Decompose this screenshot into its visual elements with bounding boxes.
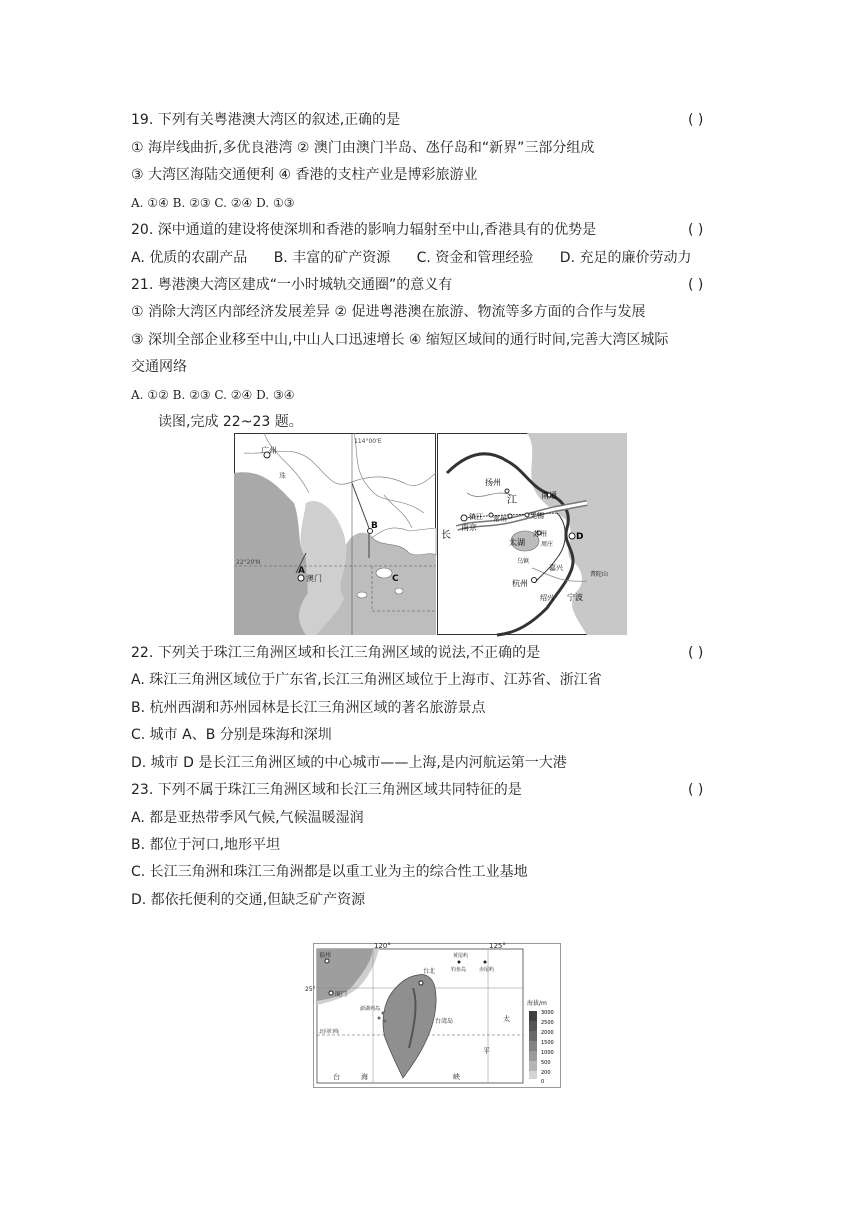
label-taiwan-island: 台湾岛: [435, 1018, 454, 1025]
elevation-legend: [527, 999, 554, 1085]
label-city-c: C: [392, 574, 399, 584]
label-river-jiang: 江: [507, 495, 517, 506]
label-lon-125: 125°: [489, 942, 506, 950]
nanjing-marker: [461, 515, 467, 521]
label-lat-25: 25°: [305, 986, 316, 993]
label-ningbo: 宁波: [567, 593, 583, 602]
label-tropic: 北回归线: [319, 1029, 340, 1035]
legend-3000: 3000: [541, 1010, 554, 1016]
label-yangzhou: 扬州: [485, 478, 501, 487]
yangtze-river-delta-map: [437, 433, 627, 635]
q22-option-b: B. 杭州西湖和苏州园林是长江三角洲区域的著名旅游景点: [131, 700, 486, 716]
q23-option-b: B. 都位于河口,地形平坦: [131, 837, 280, 853]
q22-stem: 22. 下列关于珠江三角洲区域和长江三角洲区域的说法,不正确的是: [131, 645, 541, 661]
label-fuzhou: 福州: [319, 952, 332, 959]
q23-option-d: D. 都依托便利的交通,但缺乏矿产资源: [131, 892, 366, 908]
q21-statements-1: ① 消除大湾区内部经济发展差异 ② 促进粤港澳在旅游、物流等多方面的合作与发展: [131, 304, 646, 320]
q20-stem: 20. 深中通道的建设将使深圳和香港的影响力辐射至中山,香港具有的优势是: [131, 222, 597, 238]
q21-stem: 21. 粤港澳大湾区建成“一小时城轨交通圈”的意义有: [131, 277, 453, 293]
latitude-label: 22°20'N: [236, 559, 261, 566]
q19-statements-1: ① 海岸线曲折,多优良港湾 ② 澳门由澳门半岛、氹仔岛和“新界”三部分组成: [131, 140, 595, 156]
label-river-chang: 长: [441, 530, 451, 541]
q22-option-c: C. 城市 A、B 分别是珠海和深圳: [131, 727, 332, 743]
pearl-river-delta-map: [234, 433, 436, 635]
legend-500: 500: [541, 1060, 551, 1066]
q20-option-d: D. 充足的廉价劳动力: [559, 250, 692, 266]
label-zhouzhuang: 周庄: [541, 541, 554, 548]
legend-2000: 2000: [541, 1030, 554, 1036]
label-lon-120: 120°: [374, 942, 391, 950]
q23-option-c: C. 长江三角洲和珠江三角洲都是以重工业为主的综合性工业基地: [131, 864, 528, 880]
label-sea-hai: 海: [361, 1073, 368, 1081]
q20-option-a: A. 优质的农副产品: [131, 250, 248, 266]
q20-answer-blank: ( ): [688, 222, 704, 238]
q21-statements-2: ③ 深圳全部企业移至中山,中山人口迅速增长 ④ 缩短区域间的通行时间,完善大湾区城际: [131, 332, 669, 348]
label-taihu: 太湖: [509, 538, 525, 547]
q21-statements-3: 交通网络: [131, 359, 187, 375]
label-diaoyu: 钓鱼岛: [451, 967, 467, 973]
q22-answer-blank: ( ): [688, 645, 704, 661]
q21-answer-blank: ( ): [688, 277, 704, 293]
label-city-b: B: [371, 521, 378, 531]
label-sea-xia: 峡: [453, 1073, 460, 1081]
label-changzhou: 常州: [493, 515, 507, 523]
q19-stem: 19. 下列有关粤港澳大湾区的叙述,正确的是: [131, 112, 401, 128]
label-zhenjiang: 镇江: [469, 513, 483, 521]
label-sea-tai: 台: [333, 1073, 340, 1081]
label-shaoxing: 绍兴: [540, 594, 554, 602]
label-suzhou: 苏州: [533, 530, 547, 538]
label-huangwei: 黄尾屿: [453, 953, 469, 959]
q19-answer-blank: ( ): [688, 112, 704, 128]
q23-option-a: A. 都是亚热带季风气候,气候温暖湿润: [131, 810, 364, 826]
label-xiamen: 厦门: [335, 991, 348, 998]
label-taibei: 台北: [423, 968, 436, 975]
label-penghu: 澎湖列岛: [360, 1006, 381, 1012]
label-nantong: 南通: [541, 491, 557, 500]
q20-options: [131, 248, 691, 268]
legend-title: 海拔/m: [527, 1000, 547, 1007]
q20-option-b: B. 丰富的矿产资源: [273, 250, 391, 266]
label-ocean-ping: 平: [483, 1047, 490, 1055]
legend-2500: 2500: [541, 1020, 554, 1026]
legend-1500: 1500: [541, 1040, 554, 1046]
q22-option-a: A. 珠江三角洲区域位于广东省,长江三角洲区域位于上海市、江苏省、浙江省: [131, 672, 602, 688]
label-city-d: D: [576, 532, 584, 542]
longitude-label: 114°00'E: [354, 438, 382, 445]
q19-options: A. ①④ B. ②③ C. ②④ D. ①③: [131, 196, 295, 210]
label-jiaxing: 嘉兴: [549, 564, 563, 572]
label-macau: 澳门: [306, 574, 322, 583]
label-wuxi: 无锡: [530, 512, 544, 520]
q22-option-d: D. 城市 D 是长江三角洲区域的中心城市——上海,是内河航运第一大港: [131, 755, 567, 771]
q19-statements-2: ③ 大湾区海陆交通便利 ④ 香港的支柱产业是博彩旅游业: [131, 167, 478, 183]
label-hangzhou: 杭州: [512, 579, 528, 588]
label-city-a: A: [298, 566, 305, 576]
map-intro: 读图,完成 22~23 题。: [158, 414, 303, 430]
legend-0: 0: [541, 1079, 545, 1085]
city-d-marker: [569, 533, 575, 539]
label-ocean-tai: 太: [503, 1015, 510, 1023]
q20-option-c: C. 资金和管理经验: [416, 250, 534, 266]
q21-options: A. ①② B. ②③ C. ②④ D. ③④: [131, 388, 295, 402]
label-river-zhu: 珠: [279, 472, 286, 480]
q23-stem: 23. 下列不属于珠江三角洲区域和长江三角洲区域共同特征的是: [131, 782, 522, 798]
label-wuzhen: 乌镇: [517, 558, 530, 565]
q23-answer-blank: ( ): [688, 782, 704, 798]
label-chiwei: 赤尾屿: [479, 967, 495, 973]
taiwan-map: [305, 942, 561, 1088]
label-guangzhou: 广州: [261, 446, 277, 455]
legend-200: 200: [541, 1070, 551, 1076]
label-nanjing: 南京: [461, 523, 477, 532]
legend-1000: 1000: [541, 1050, 554, 1056]
label-putuoshan: 普陀山: [590, 571, 609, 578]
